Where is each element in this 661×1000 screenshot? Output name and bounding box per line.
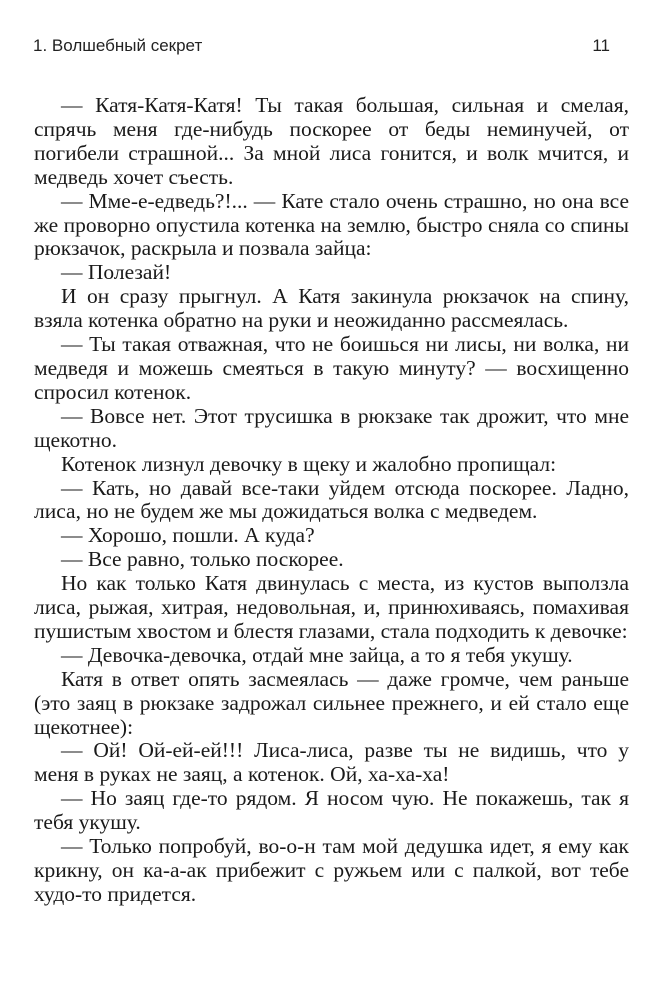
paragraph: — Ой! Ой-ей-ей!!! Лиса-лиса, разве ты не видишь, что у меня в руках не заяц, а котенок. Ой, ха-ха-ха! — [34, 738, 629, 787]
paragraph: — Катя-Катя-Катя! Ты такая большая, сильная и смелая, спрячь меня где-нибудь поскорее от беды неминучей, от погибели страшной... За мной лиса гонится, и волк мчится, и медведь хочет съесть. — [34, 93, 629, 189]
paragraph: Котенок лизнул девочку в щеку и жалобно пропищал: — [61, 451, 557, 476]
page-body — [34, 94, 629, 907]
paragraph: Но как только Катя двинулась с места, из кустов выползла лиса, рыжая, хитрая, недовольная, и, принюхиваясь, помахивая пушистым хвостом и блестя глазами, стала подходить к девочке: — [34, 571, 629, 643]
chapter-title: 1. Волшебный секрет — [33, 36, 203, 55]
paragraph: И он сразу прыгнул. А Катя закинула рюкзачок на спину, взяла котенка обратно на руки и неожиданно рассмеялась. — [34, 284, 629, 333]
paragraph: — Кать, но давай все-таки уйдем отсюда поскорее. Ладно, лиса, но не будем же мы дожидаться волка с медведем. — [34, 475, 629, 524]
paragraph: Катя в ответ опять засмеялась — даже громче, чем раньше (это заяц в рюкзаке задрожал сильнее прежнего, и ей стало еще щекотнее): — [34, 666, 629, 739]
paragraph: — Ты такая отважная, что не боишься ни лисы, ни волка, ни медведя и можешь смеяться в такую минуту? — восхищенно спросил котенок. — [34, 332, 629, 404]
paragraph: — Но заяц где-то рядом. Я носом чую. Не покажешь, так я тебя укушу. — [34, 786, 629, 835]
paragraph: — Полезай! — [61, 260, 172, 285]
paragraph: — Вовсе нет. Этот трусишка в рюкзаке так дрожит, что мне щекотно. — [34, 403, 629, 452]
paragraph: — Только попробуй, во-о-н там мой дедушка идет, я ему как крикну, он ка-а-ак прибежит с ружьем или с палкой, вот тебе худо-то придется. — [34, 834, 629, 906]
paragraph: — Все равно, только поскорее. — [61, 547, 344, 572]
paragraph: — Хорошо, пошли. А куда? — [61, 523, 315, 548]
running-header — [33, 36, 628, 60]
paragraph: — Девочка-девочка, отдай мне зайца, а то я тебя укушу. — [61, 642, 573, 667]
paragraph: — Мме-е-едведь?!... — Кате стало очень страшно, но она все же проворно опустила котенка на землю, быстро сняла со спины рюкзачок, раскрыла и позвала зайца: — [34, 188, 629, 261]
page-number: 11 — [592, 36, 610, 55]
